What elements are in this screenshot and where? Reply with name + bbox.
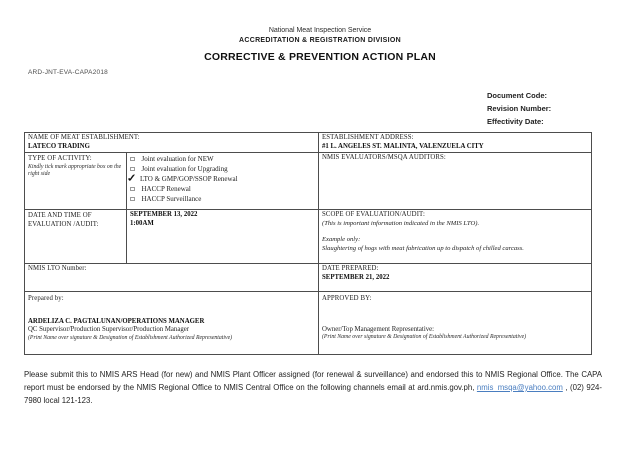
effectivity-date-label: Effectivity Date: xyxy=(487,117,544,126)
row-activity xyxy=(25,153,592,210)
approved-by-cell xyxy=(319,292,592,355)
establishment-value: LATECO TRADING xyxy=(28,142,90,150)
submission-instructions xyxy=(24,368,602,407)
activity-option-label: HACCP Surveillance xyxy=(141,194,202,203)
scope-note: (This is important information indicated in the NMIS LTO). xyxy=(322,219,480,227)
prepared-by-label: Prepared by: xyxy=(28,295,64,302)
activity-option[interactable] xyxy=(130,184,315,194)
activity-options-cell xyxy=(127,153,319,210)
address-label: ESTABLISHMENT ADDRESS: xyxy=(322,134,414,141)
activity-options xyxy=(126,154,315,204)
prepared-by-name: ARDELIZA C. PAGTALUNAN/OPERATIONS MANAGER xyxy=(28,317,205,325)
scope-example-label: Example only: xyxy=(322,236,361,243)
approved-by-designation: Owner/Top Management Representative: xyxy=(322,325,435,333)
activity-label-cell xyxy=(25,153,127,210)
date-prepared-cell xyxy=(319,264,592,292)
row-datetime-scope xyxy=(25,210,592,264)
activity-option[interactable] xyxy=(126,172,315,185)
page-title: CORRECTIVE & PREVENTION ACTION PLAN xyxy=(204,51,436,63)
checkbox-icon[interactable] xyxy=(130,157,135,162)
lto-label: NMIS LTO Number: xyxy=(28,265,87,272)
evaluation-time: 1:00AM xyxy=(130,219,154,227)
footer-text-2: , (02) 924-7980 local 121-123. xyxy=(24,383,602,405)
activity-option[interactable] xyxy=(130,164,315,174)
date-prepared-value: SEPTEMBER 21, 2022 xyxy=(322,273,390,281)
prepared-by-designation: QC Supervisor/Production Supervisor/Production Manager xyxy=(28,326,190,333)
activity-option[interactable] xyxy=(130,194,315,204)
doc-meta-block xyxy=(487,89,551,128)
lto-cell xyxy=(25,264,319,292)
datetime-label-line2: EVALUATION /AUDIT: xyxy=(28,220,99,228)
activity-label: TYPE OF ACTIVITY: xyxy=(28,155,92,162)
scope-cell xyxy=(319,210,592,264)
capa-form-table xyxy=(24,132,592,355)
scope-example-text: Slaughtering of hogs with meat fabrication up to dispatch of chilled carcass. xyxy=(322,244,524,252)
address-cell xyxy=(319,133,592,153)
activity-option-label: Joint evaluation for NEW xyxy=(141,154,214,163)
row-lto-dateprepared xyxy=(25,264,592,292)
address-value: #1 L. ANGELES ST. MALINTA, VALENZUELA CITY xyxy=(322,142,484,150)
evaluators-label: NMIS EVALUATORS/MSQA AUDITORS: xyxy=(322,154,446,161)
form-code: ARD-JNT-EVA-CAPA2018 xyxy=(28,69,108,76)
activity-note: Kindly tick mark appropriate box on the right side xyxy=(28,163,122,177)
datetime-value-cell xyxy=(127,210,319,264)
scope-label: SCOPE OF EVALUATION/AUDIT: xyxy=(322,211,425,218)
org-name: National Meat Inspection Service xyxy=(268,27,372,34)
evaluation-date: SEPTEMBER 13, 2022 xyxy=(130,211,198,218)
datetime-label-cell xyxy=(25,210,127,264)
division-name: ACCREDITATION & REGISTRATION DIVISION xyxy=(239,37,401,44)
datetime-label-line1: DATE AND TIME OF xyxy=(28,212,92,219)
revision-number-label: Revision Number: xyxy=(487,104,552,113)
prepared-by-cell xyxy=(25,292,319,355)
approved-by-label: APPROVED BY: xyxy=(322,295,372,302)
establishment-label: NAME OF MEAT ESTABLISHMENT: xyxy=(28,134,140,141)
activity-option-label: Joint evaluation for Upgrading xyxy=(141,164,228,173)
row-establishment xyxy=(25,133,592,153)
date-prepared-label: DATE PREPARED: xyxy=(322,265,379,272)
establishment-cell xyxy=(25,133,319,153)
activity-option-label: HACCP Renewal xyxy=(141,184,191,193)
approved-by-note: (Print Name over signature & Designation of Establishment Authorized Representative) xyxy=(322,334,527,340)
activity-option-label: LTO & GMP/GOP/SSOP Renewal xyxy=(140,174,238,183)
email-link[interactable]: nmis_msqa@yahoo.com xyxy=(476,383,563,392)
checkbox-icon[interactable] xyxy=(130,197,135,202)
activity-option[interactable] xyxy=(130,154,315,164)
checkbox-icon[interactable] xyxy=(130,167,135,172)
row-signatures xyxy=(25,292,592,355)
footer-text-1: Please submit this to NMIS ARS Head (for new) and NMIS Plant Officer assigned (for renewal & surveillance) and endorsed this to NMIS Regional Office. The CAPA report must be endorsed by the NMIS Regional Office to NMIS Central Office on the following channels email at ard.nmis.gov.ph, xyxy=(24,370,602,392)
checkmark-icon[interactable]: ✓ xyxy=(126,172,138,185)
prepared-by-note: (Print Name over signature & Designation of Establishment Authorized Representative) xyxy=(28,334,233,341)
checkbox-icon[interactable] xyxy=(130,187,135,192)
evaluators-cell xyxy=(319,153,592,210)
document-code-label: Document Code: xyxy=(487,91,547,100)
